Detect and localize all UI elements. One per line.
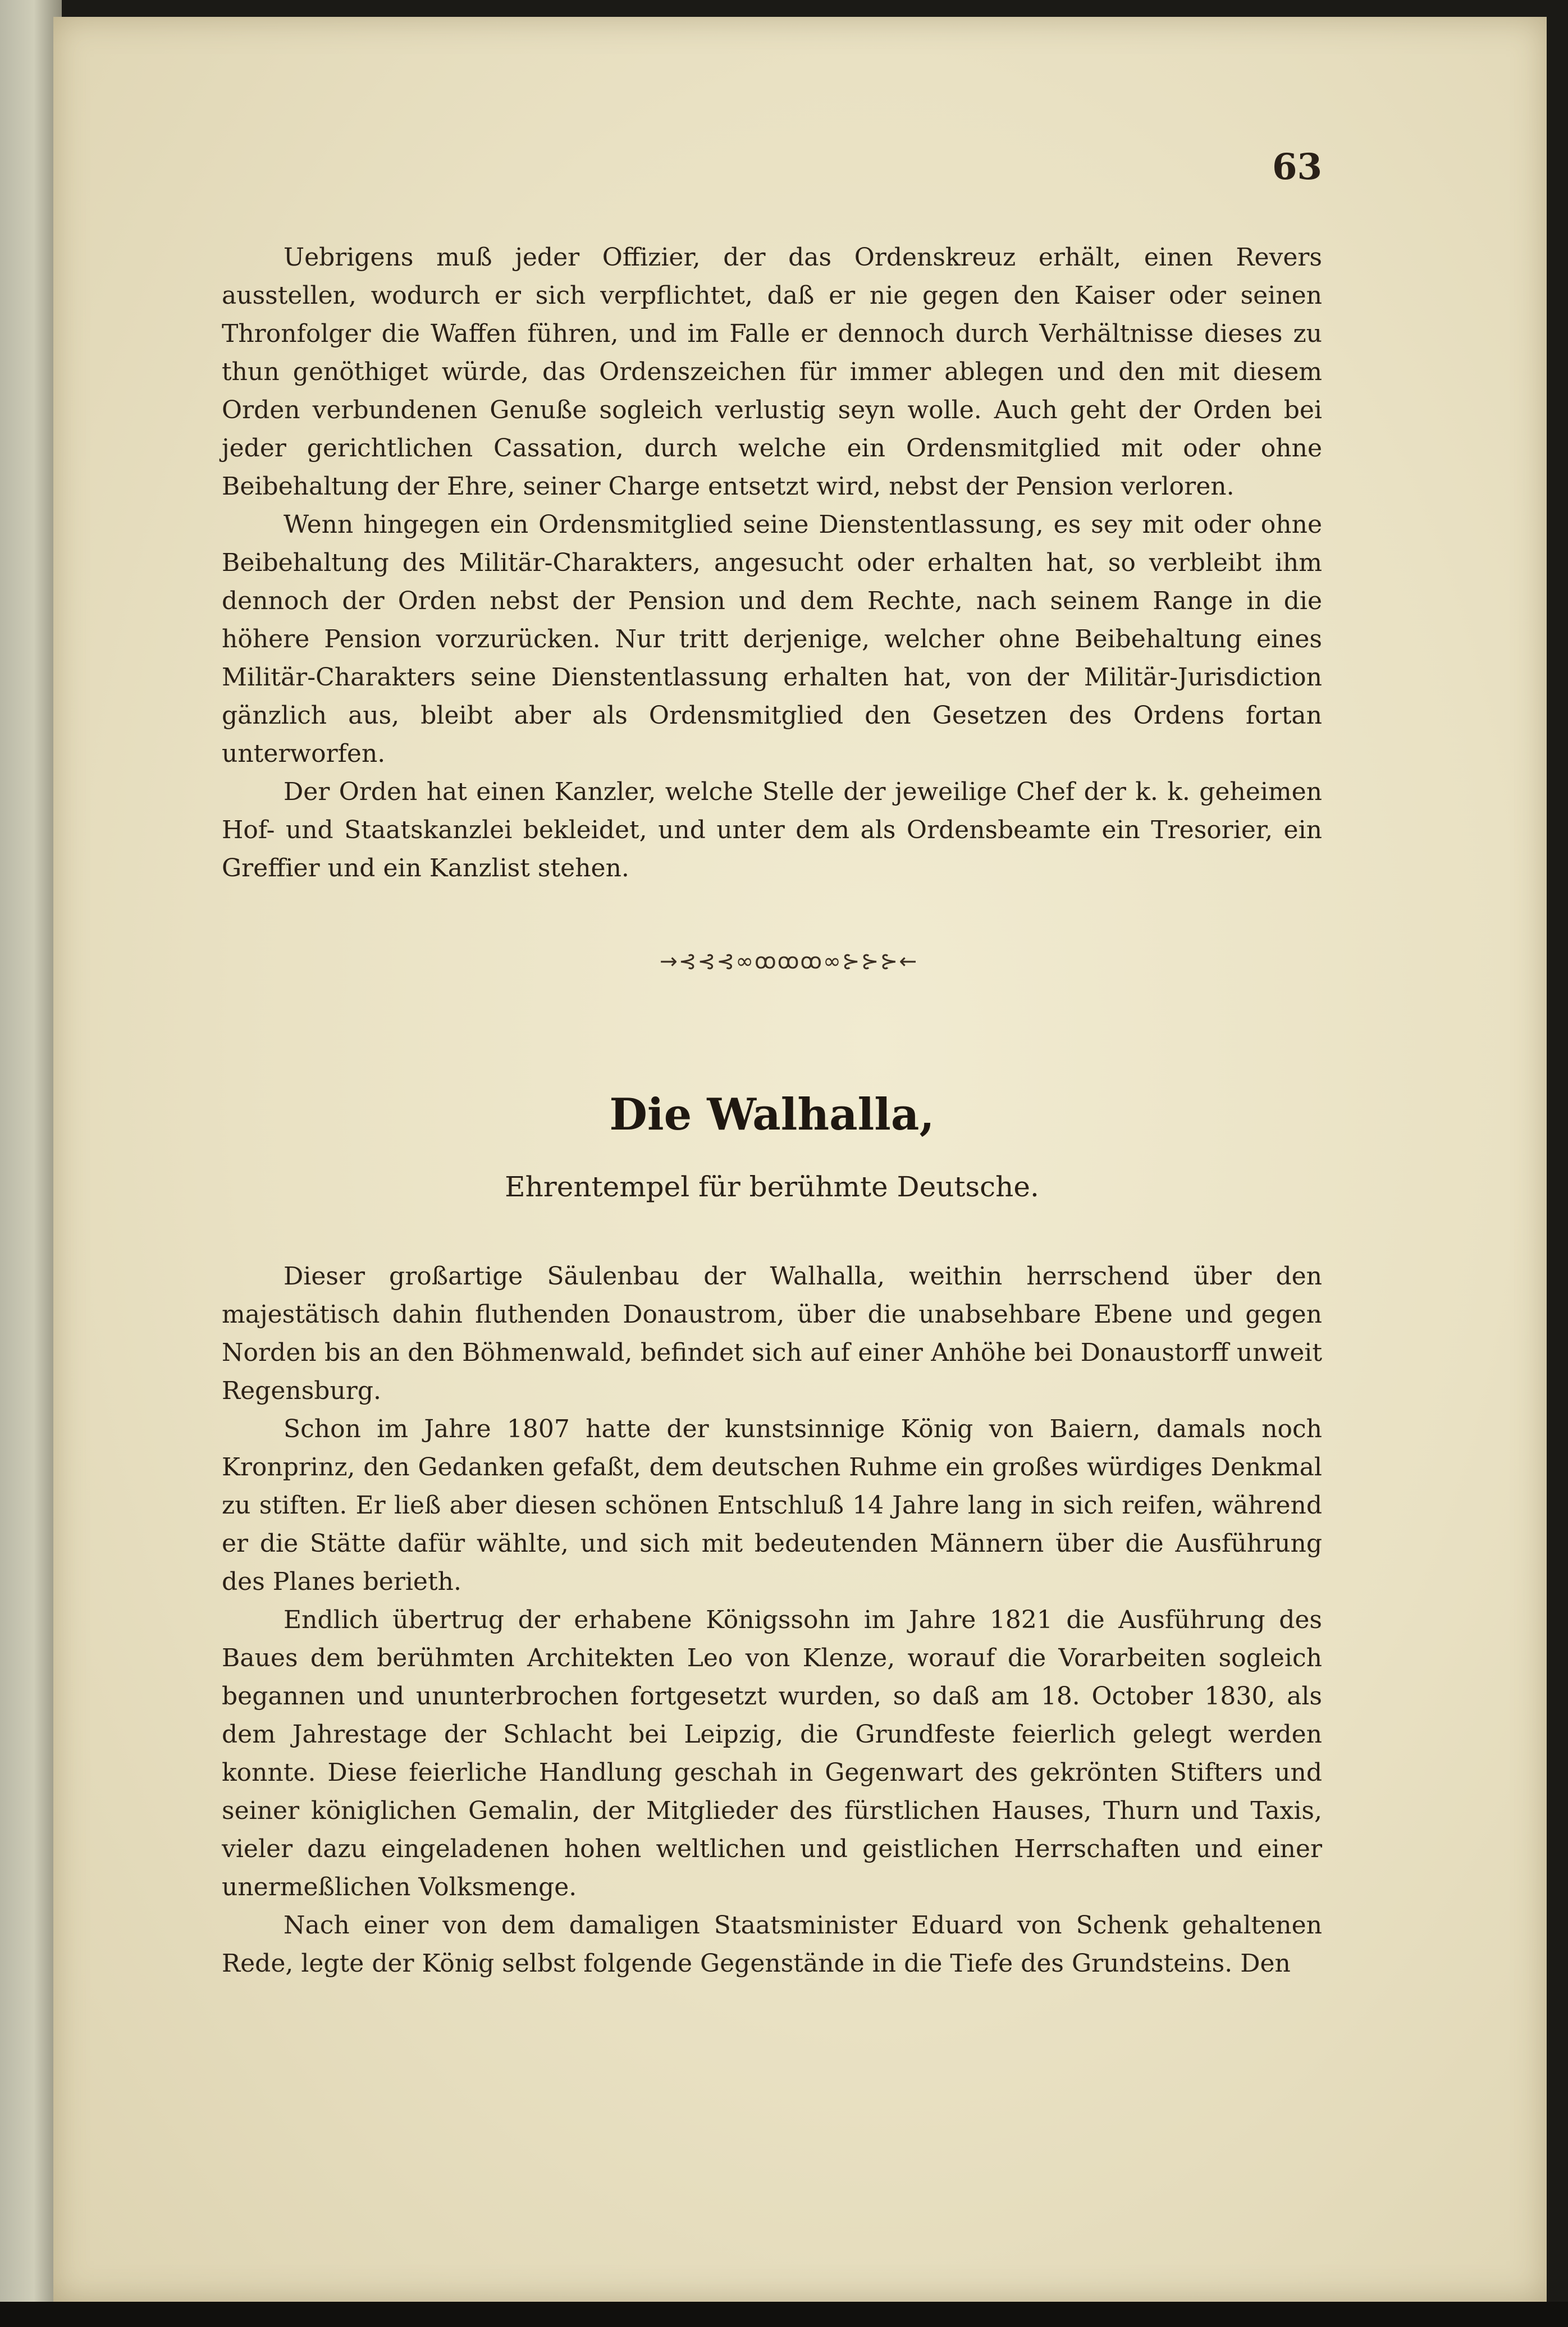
walhalla-text-block: [222, 1258, 1322, 1983]
page-number: 63: [1272, 146, 1322, 188]
paragraph: Dieser großartige Säulenbau der Walhalla, weithin herrschend über den majestätisch dahin fluthenden Donaustrom, über die unabsehbare Ebene und gegen Norden bis an den Böhmenwald, befindet sich auf einer Anhöhe bei Donaustorff unweit Regensburg.: [222, 1262, 1322, 1405]
paragraph: Endlich übertrug der erhabene Königssohn im Jahre 1821 die Ausführung des Baues dem berühmten Architekten Leo von Klenze, worauf die Vorarbeiten sogleich begannen und ununterbrochen fortgesetzt wurden, so daß am 18. October 1830, als dem Jahrestage der Schlacht bei Leipzig, die Grundfeste feierlich gelegt werden konnte. Diese feierliche Handlung geschah in Gegenwart des gekrönten Stifters und seiner königlichen Gemalin, der Mitglieder des fürstlichen Hauses, Thurn und Taxis, vieler dazu eingeladenen hohen weltlichen und geistlichen Herrschaften und einer unermeßlichen Volksmenge.: [222, 1606, 1322, 1901]
section-subtitle: Ehrentempel für berühmte Deutsche.: [505, 1171, 1039, 1203]
paragraph: Wenn hingegen ein Ordensmitglied seine Dienstentlassung, es sey mit oder ohne Beibehaltung des Militär-Charakters, angesucht oder erhalten hat, so verbleibt ihm dennoch der Orden nebst der Pension und dem Rechte, nach seinem Range in die höhere Pension vorzurücken. Nur tritt derjenige, welcher ohne Beibehaltung eines Militär-Charakters seine Dienstentlassung erhalten hat, von der Militär-Jurisdiction gänzlich aus, bleibt aber als Ordensmitglied den Gesetzen des Ordens fortan unterworfen.: [222, 510, 1322, 768]
paragraph: Uebrigens muß jeder Offizier, der das Ordenskreuz erhält, einen Revers ausstellen, wodurch er sich verpflichtet, daß er nie gegen den Kaiser oder seinen Thronfolger die Waffen führen, und im Falle er dennoch durch Verhältnisse dieses zu thun genöthiget würde, das Ordenszeichen für immer ablegen und den mit diesem Orden verbundenen Genuße sogleich verlustig seyn wolle. Auch geht der Orden bei jeder gerichtlichen Cassation, durch welche ein Ordensmitglied mit oder ohne Beibehaltung der Ehre, seiner Charge entsetzt wird, nebst der Pension verloren.: [222, 243, 1322, 501]
paragraph: Der Orden hat einen Kanzler, welche Stelle der jeweilige Chef der k. k. geheimen Hof- und Staatskanzlei bekleidet, und unter dem als Ordensbeamte ein Tresorier, ein Greffier und ein Kanzlist stehen.: [222, 778, 1322, 883]
book-page: [53, 17, 1547, 2302]
order-text-block: [222, 239, 1322, 888]
book-spine: [0, 0, 62, 2327]
paragraph: Schon im Jahre 1807 hatte der kunstsinnige König von Baiern, damals noch Kronprinz, den Gedanken gefaßt, dem deutschen Ruhme ein großes würdiges Denkmal zu stiften. Er ließ aber diesen schönen Entschluß 14 Jahre lang in sich reifen, während er die Stätte dafür wählte, und sich mit bedeutenden Männern über die Ausführung des Planes berieth.: [222, 1415, 1322, 1596]
section-divider-ornament: →⊰⊰⊰∞ꝏꝏꝏ∞⊱⊱⊱←: [660, 949, 918, 973]
section-title: Die Walhalla,: [609, 1089, 935, 1140]
paragraph: Nach einer von dem damaligen Staatsminister Eduard von Schenk gehaltenen Rede, legte der König selbst folgende Gegenstände in die Tiefe des Grundsteins. Den: [222, 1911, 1322, 1978]
scan-bottom-edge: [0, 2302, 1568, 2327]
